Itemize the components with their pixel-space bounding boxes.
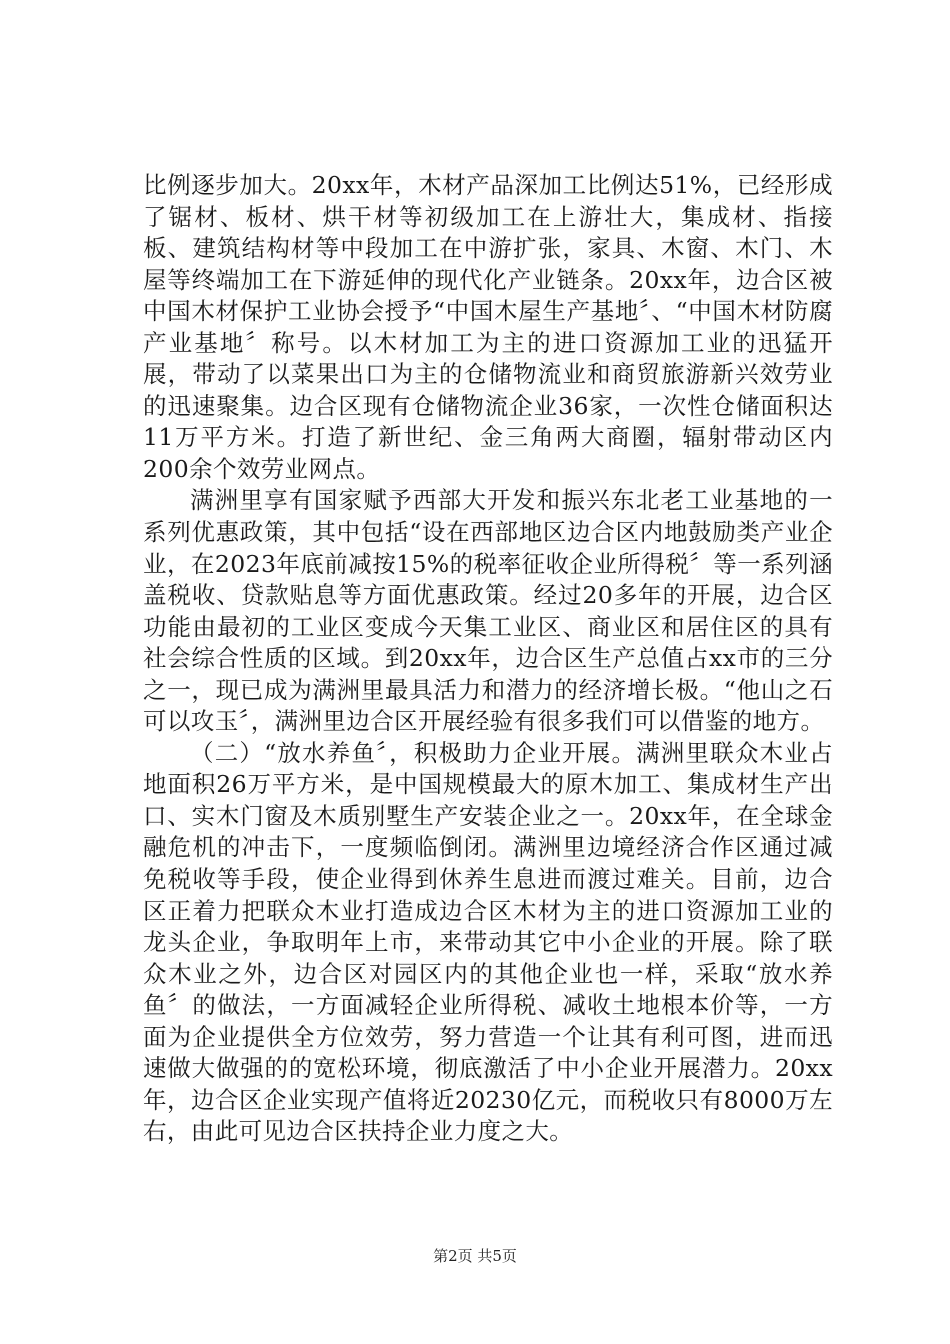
document-body (143, 170, 833, 1148)
paragraph-1: 比例逐步加大。20xx年，木材产品深加工比例达51%，已经形成了锯材、板材、烘干材等初级加工在上游壮大，集成材、指接板、建筑结构材等中段加工在中游扩张，家具、木窗、木门、木屋等终端加工在下游延伸的现代化产业链条。20xx年，边合区被中国木材保护工业协会授予“中国木屋生产基地〞、“中国木材防腐产业基地〞称号。以木材加工为主的进口资源加工业的迅猛开展，带动了以菜果出口为主的仓储物流业和商贸旅游新兴效劳业的迅速聚集。边合区现有仓储物流企业36家，一次性仓储面积达11万平方米。打造了新世纪、金三角两大商圈，辐射带动区内200余个效劳业网点。 (143, 171, 833, 483)
paragraph-2: 满洲里享有国家赋予西部大开发和振兴东北老工业基地的一系列优惠政策，其中包括“设在西部地区边合区内地鼓励类产业企业，在2023年底前减按15%的税率征收企业所得税〞等一系列涵盖税收、贷款贴息等方面优惠政策。经过20多年的开展，边合区功能由最初的工业区变成今天集工业区、商业区和居住区的具有社会综合性质的区域。到20xx年，边合区生产总值占xx市的三分之一，现已成为满洲里最具活力和潜力的经济增长极。“他山之石可以攻玉〞，满洲里边合区开展经验有很多我们可以借鉴的地方。 (143, 486, 833, 736)
page-footer (0, 1246, 950, 1266)
page-total: 共5页 (477, 1247, 517, 1265)
paragraph-3: （二）“放水养鱼〞，积极助力企业开展。满洲里联众木业占地面积26万平方米，是中国规模最大的原木加工、集成材生产出口、实木门窗及木质别墅生产安装企业之一。20xx年，在全球金融危机的冲击下，一度频临倒闭。满洲里边境经济合作区通过减免税收等手段，使企业得到休养生息进而渡过难关。目前，边合区正着力把联众木业打造成边合区木材为主的进口资源加工业的龙头企业，争取明年上市，来带动其它中小企业的开展。除了联众木业之外，边合区对园区内的其他企业也一样，采取“放水养鱼〞的做法，一方面减轻企业所得税、减收土地根本价等，一方面为企业提供全方位效劳，努力营造一个让其有利可图，进而迅速做大做强的的宽松环境，彻底激活了中小企业开展潜力。20xx年，边合区企业实现产值将近20230亿元，而税收只有8000万左右，由此可见边合区扶持企业力度之大。 (143, 738, 833, 1146)
page-number: 第2页 (433, 1247, 473, 1265)
